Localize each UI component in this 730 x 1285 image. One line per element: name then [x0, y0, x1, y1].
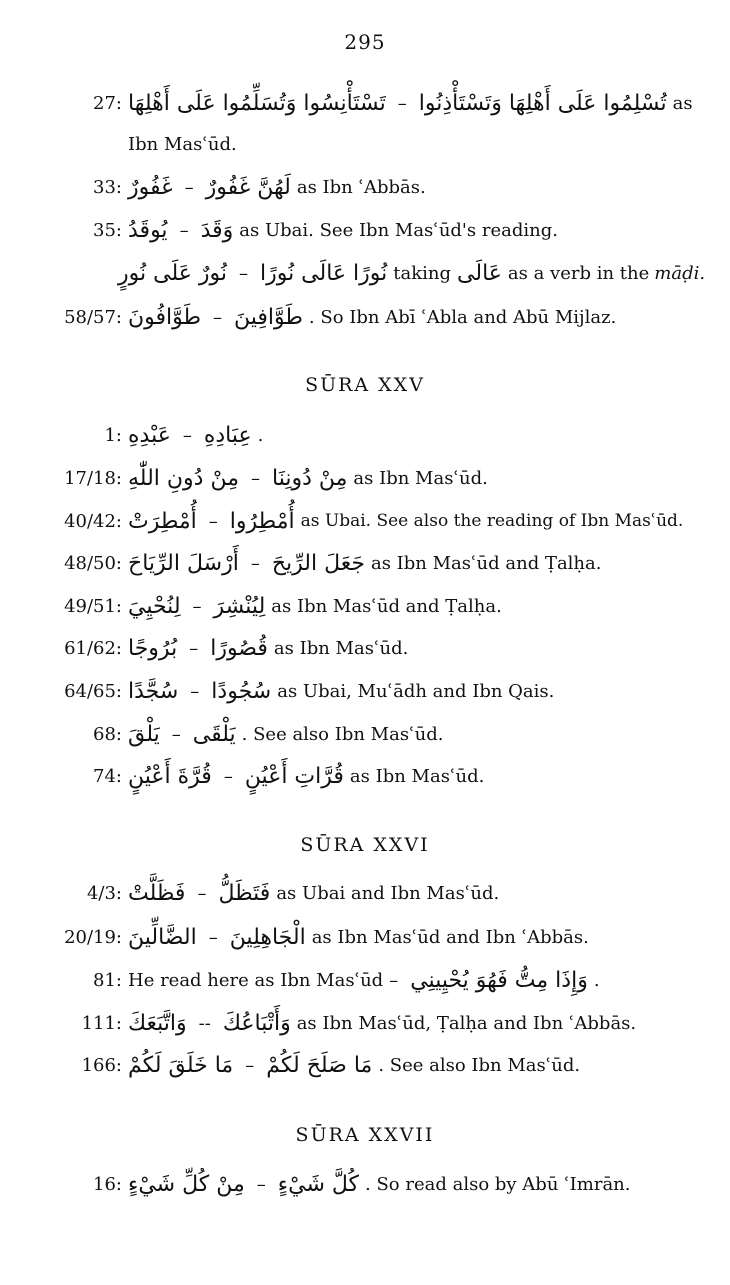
dash: –	[245, 1054, 255, 1076]
arabic-reading: يُوقَدُ	[128, 217, 168, 243]
note-text: as Ubai and Ibn Masʿūd.	[276, 882, 500, 904]
arabic-reading: الضَّالِّينَ	[128, 924, 197, 950]
arabic-reading-alt: طَوَّافِينَ	[234, 304, 303, 330]
arabic-reading: بُرُوجًا	[128, 635, 178, 661]
entry-26-111	[0, 1006, 636, 1040]
dash: –	[189, 637, 199, 659]
arabic-reading-alt: قُرَّاتِ أَعْيُنٍ	[244, 763, 344, 789]
sura-heading-25: SŪRA XXV	[305, 374, 425, 396]
arabic-reading-alt: وَأَتْبَاعُكَ	[222, 1010, 291, 1036]
arabic-reading: مَا خَلَقَ لَكُمْ	[128, 1052, 234, 1078]
arabic-reading-alt: قُصُورًا	[210, 635, 268, 661]
verse-ref: 81:	[93, 969, 122, 991]
entry-26-20	[0, 920, 589, 954]
entry-26-4	[0, 876, 499, 910]
entry-35b	[112, 256, 705, 290]
sura-heading-26: SŪRA XXVI	[300, 834, 430, 856]
entry-35	[0, 213, 558, 247]
arabic-reading: وَإِذَا مِتُّ فَهُوَ يُحْيِينِي	[410, 967, 588, 993]
dash: --	[198, 1012, 211, 1034]
arabic-reading-alt: سُجُودًا	[211, 678, 272, 704]
dash: –	[182, 424, 192, 446]
entry-58	[0, 300, 616, 334]
verse-ref: 64/65:	[64, 680, 122, 702]
note-text-end: .	[593, 969, 600, 991]
arabic-reading: أَرْسَلَ الرِّيَاحَ	[128, 550, 239, 576]
entry-27	[0, 86, 693, 120]
arabic-reading-alt: نُورًا عَالَى نُورًا	[259, 260, 388, 286]
arabic-reading: لِنُحْيِيَ	[128, 593, 181, 619]
dash: –	[179, 219, 189, 241]
arabic-reading: غَفُورٌ	[128, 174, 173, 200]
dash: –	[251, 467, 260, 489]
note-text: He read here as Ibn Masʿūd	[128, 969, 384, 991]
arabic-reading-alt: لَهُنَّ غَفُورٌ	[205, 174, 291, 200]
sura-heading-27: SŪRA XXVII	[295, 1124, 435, 1146]
arabic-reading: سُجَّدًا	[128, 678, 179, 704]
verse-ref: 35:	[93, 219, 122, 241]
arabic-reading-alt: لِيُنْشِرَ	[213, 593, 266, 619]
dash: –	[192, 595, 202, 617]
arabic-reading-alt: تُسْلِمُوا عَلَى أَهْلِهَا وَتَسْتَأْذِنُوا	[418, 90, 667, 116]
entry-25-64	[0, 674, 554, 708]
entry-25-68	[0, 717, 443, 751]
dash: –	[171, 723, 181, 745]
verse-ref: 40/42:	[64, 510, 122, 532]
note-text-b: as a verb in the	[507, 262, 650, 284]
verse-ref: 1:	[104, 424, 122, 446]
entry-25-74	[0, 759, 484, 793]
verse-ref: 68:	[93, 723, 122, 745]
verse-ref: 58/57:	[64, 306, 122, 328]
arabic-reading-alt: جَعَلَ الرِّيحَ	[271, 550, 365, 576]
verse-ref: 48/50:	[64, 552, 122, 574]
entry-25-17	[0, 461, 488, 495]
note-text: as Ubai. See also the reading of Ibn Masʿūd.	[300, 511, 684, 531]
entry-25-49	[0, 589, 502, 623]
dash: –	[184, 176, 194, 198]
arabic-reading-alt: الْجَاهِلِينَ	[229, 924, 306, 950]
dash: –	[208, 926, 218, 948]
arabic-reading: فَظَلَّتْ	[128, 880, 186, 906]
arabic-reading: يَلْقَ	[128, 721, 160, 747]
note-text: as Ibn Masʿūd, Ṭalḥa and Ibn ʿAbbās.	[296, 1012, 637, 1034]
verse-ref: 111:	[81, 1012, 122, 1034]
note-text: . See also Ibn Masʿūd.	[378, 1054, 581, 1076]
verse-ref: 33:	[93, 176, 122, 198]
entry-33	[0, 170, 426, 204]
note-text: as Ibn Masʿūd and Ṭalḥa.	[271, 595, 502, 617]
verse-ref: 20/19:	[64, 926, 122, 948]
arabic-reading: وَاتَّبَعَكَ	[128, 1010, 187, 1036]
note-text: as Ibn Masʿūd.	[353, 467, 488, 489]
dash: –	[213, 306, 223, 328]
arabic-reading-alt: وَقَدَ	[200, 217, 234, 243]
dash: –	[208, 510, 218, 532]
arabic-reading-alt: فَتَظَلُّ	[218, 880, 271, 906]
arabic-reading: عَبْدِهِ	[128, 422, 171, 448]
arabic-reading-alt: عِبَادِهِ	[203, 422, 252, 448]
note-text: as	[672, 92, 693, 114]
note-text: . See also Ibn Masʿūd.	[241, 723, 444, 745]
verse-ref: 166:	[81, 1054, 122, 1076]
note-text: as Ibn Masʿūd.	[273, 637, 409, 659]
dash: –	[389, 969, 399, 991]
note-text: as Ubai. See Ibn Masʿūd's reading.	[239, 219, 558, 241]
arabic-reading-alt: كُلَّ شَيْءٍ	[277, 1171, 360, 1197]
note-text: . So read also by Abū ʿImrān.	[365, 1173, 631, 1195]
note-text: as Ibn Masʿūd and Ṭalḥa.	[370, 552, 602, 574]
arabic-reading: مِنْ دُونِ اللّٰهِ	[128, 465, 239, 491]
entry-25-40	[0, 504, 683, 538]
arabic-word: عَالَى	[457, 260, 502, 286]
dash: –	[190, 680, 200, 702]
entry-26-166	[0, 1048, 580, 1082]
entry-25-1	[0, 418, 263, 452]
dash: –	[250, 552, 260, 574]
arabic-reading-alt: مَا صَلَحَ لَكُمْ	[266, 1052, 373, 1078]
arabic-reading-alt: أُمْطِرُوا	[229, 508, 295, 534]
note-text: . So Ibn Abī ʿAbla and Abū Mijlaz.	[308, 306, 617, 328]
page-number: 295	[344, 30, 386, 54]
entry-27-16	[0, 1167, 631, 1201]
note-text: as Ibn ʿAbbās.	[296, 176, 426, 198]
arabic-reading: أُمْطِرَتْ	[128, 508, 197, 534]
arabic-reading: مِنْ كُلِّ شَيْءٍ	[128, 1171, 245, 1197]
verse-ref: 61/62:	[64, 637, 122, 659]
arabic-reading-alt: يَلْقَى	[192, 721, 236, 747]
note-text: as Ibn Masʿūd and Ibn ʿAbbās.	[311, 926, 589, 948]
arabic-reading: طَوَّافُونَ	[128, 304, 202, 330]
verse-ref: 17/18:	[64, 467, 122, 489]
entry-25-61	[0, 631, 408, 665]
entry-26-81	[0, 963, 600, 997]
note-italic: māḍi.	[654, 262, 706, 284]
verse-ref: 49/51:	[64, 595, 122, 617]
verse-ref: 74:	[93, 765, 122, 787]
arabic-reading: تَسْتَأْنِسُوا وَتُسَلِّمُوا عَلَى أَهْلِهَا	[128, 90, 386, 116]
arabic-reading-alt: مِنْ دُونِنَا	[272, 465, 348, 491]
verse-ref: 16:	[93, 1173, 122, 1195]
dash: –	[397, 92, 407, 114]
note-text: as Ubai, Muʿādh and Ibn Qais.	[277, 680, 555, 702]
arabic-reading: قُرَّةَ أَعْيُنٍ	[128, 763, 212, 789]
arabic-reading: نُورٌ عَلَى نُورٍ	[118, 260, 227, 286]
dash: –	[197, 882, 207, 904]
note-text: as Ibn Masʿūd.	[349, 765, 485, 787]
verse-ref: 27:	[93, 92, 122, 114]
note-text: .	[257, 424, 264, 446]
verse-ref: 4/3:	[86, 882, 122, 904]
entry-25-48	[0, 546, 601, 580]
note-text: taking	[393, 262, 452, 284]
dash: –	[223, 765, 233, 787]
entry-27-continuation: Ibn Masʿūd.	[128, 134, 237, 155]
dash: –	[238, 262, 248, 284]
dash: –	[256, 1173, 266, 1195]
